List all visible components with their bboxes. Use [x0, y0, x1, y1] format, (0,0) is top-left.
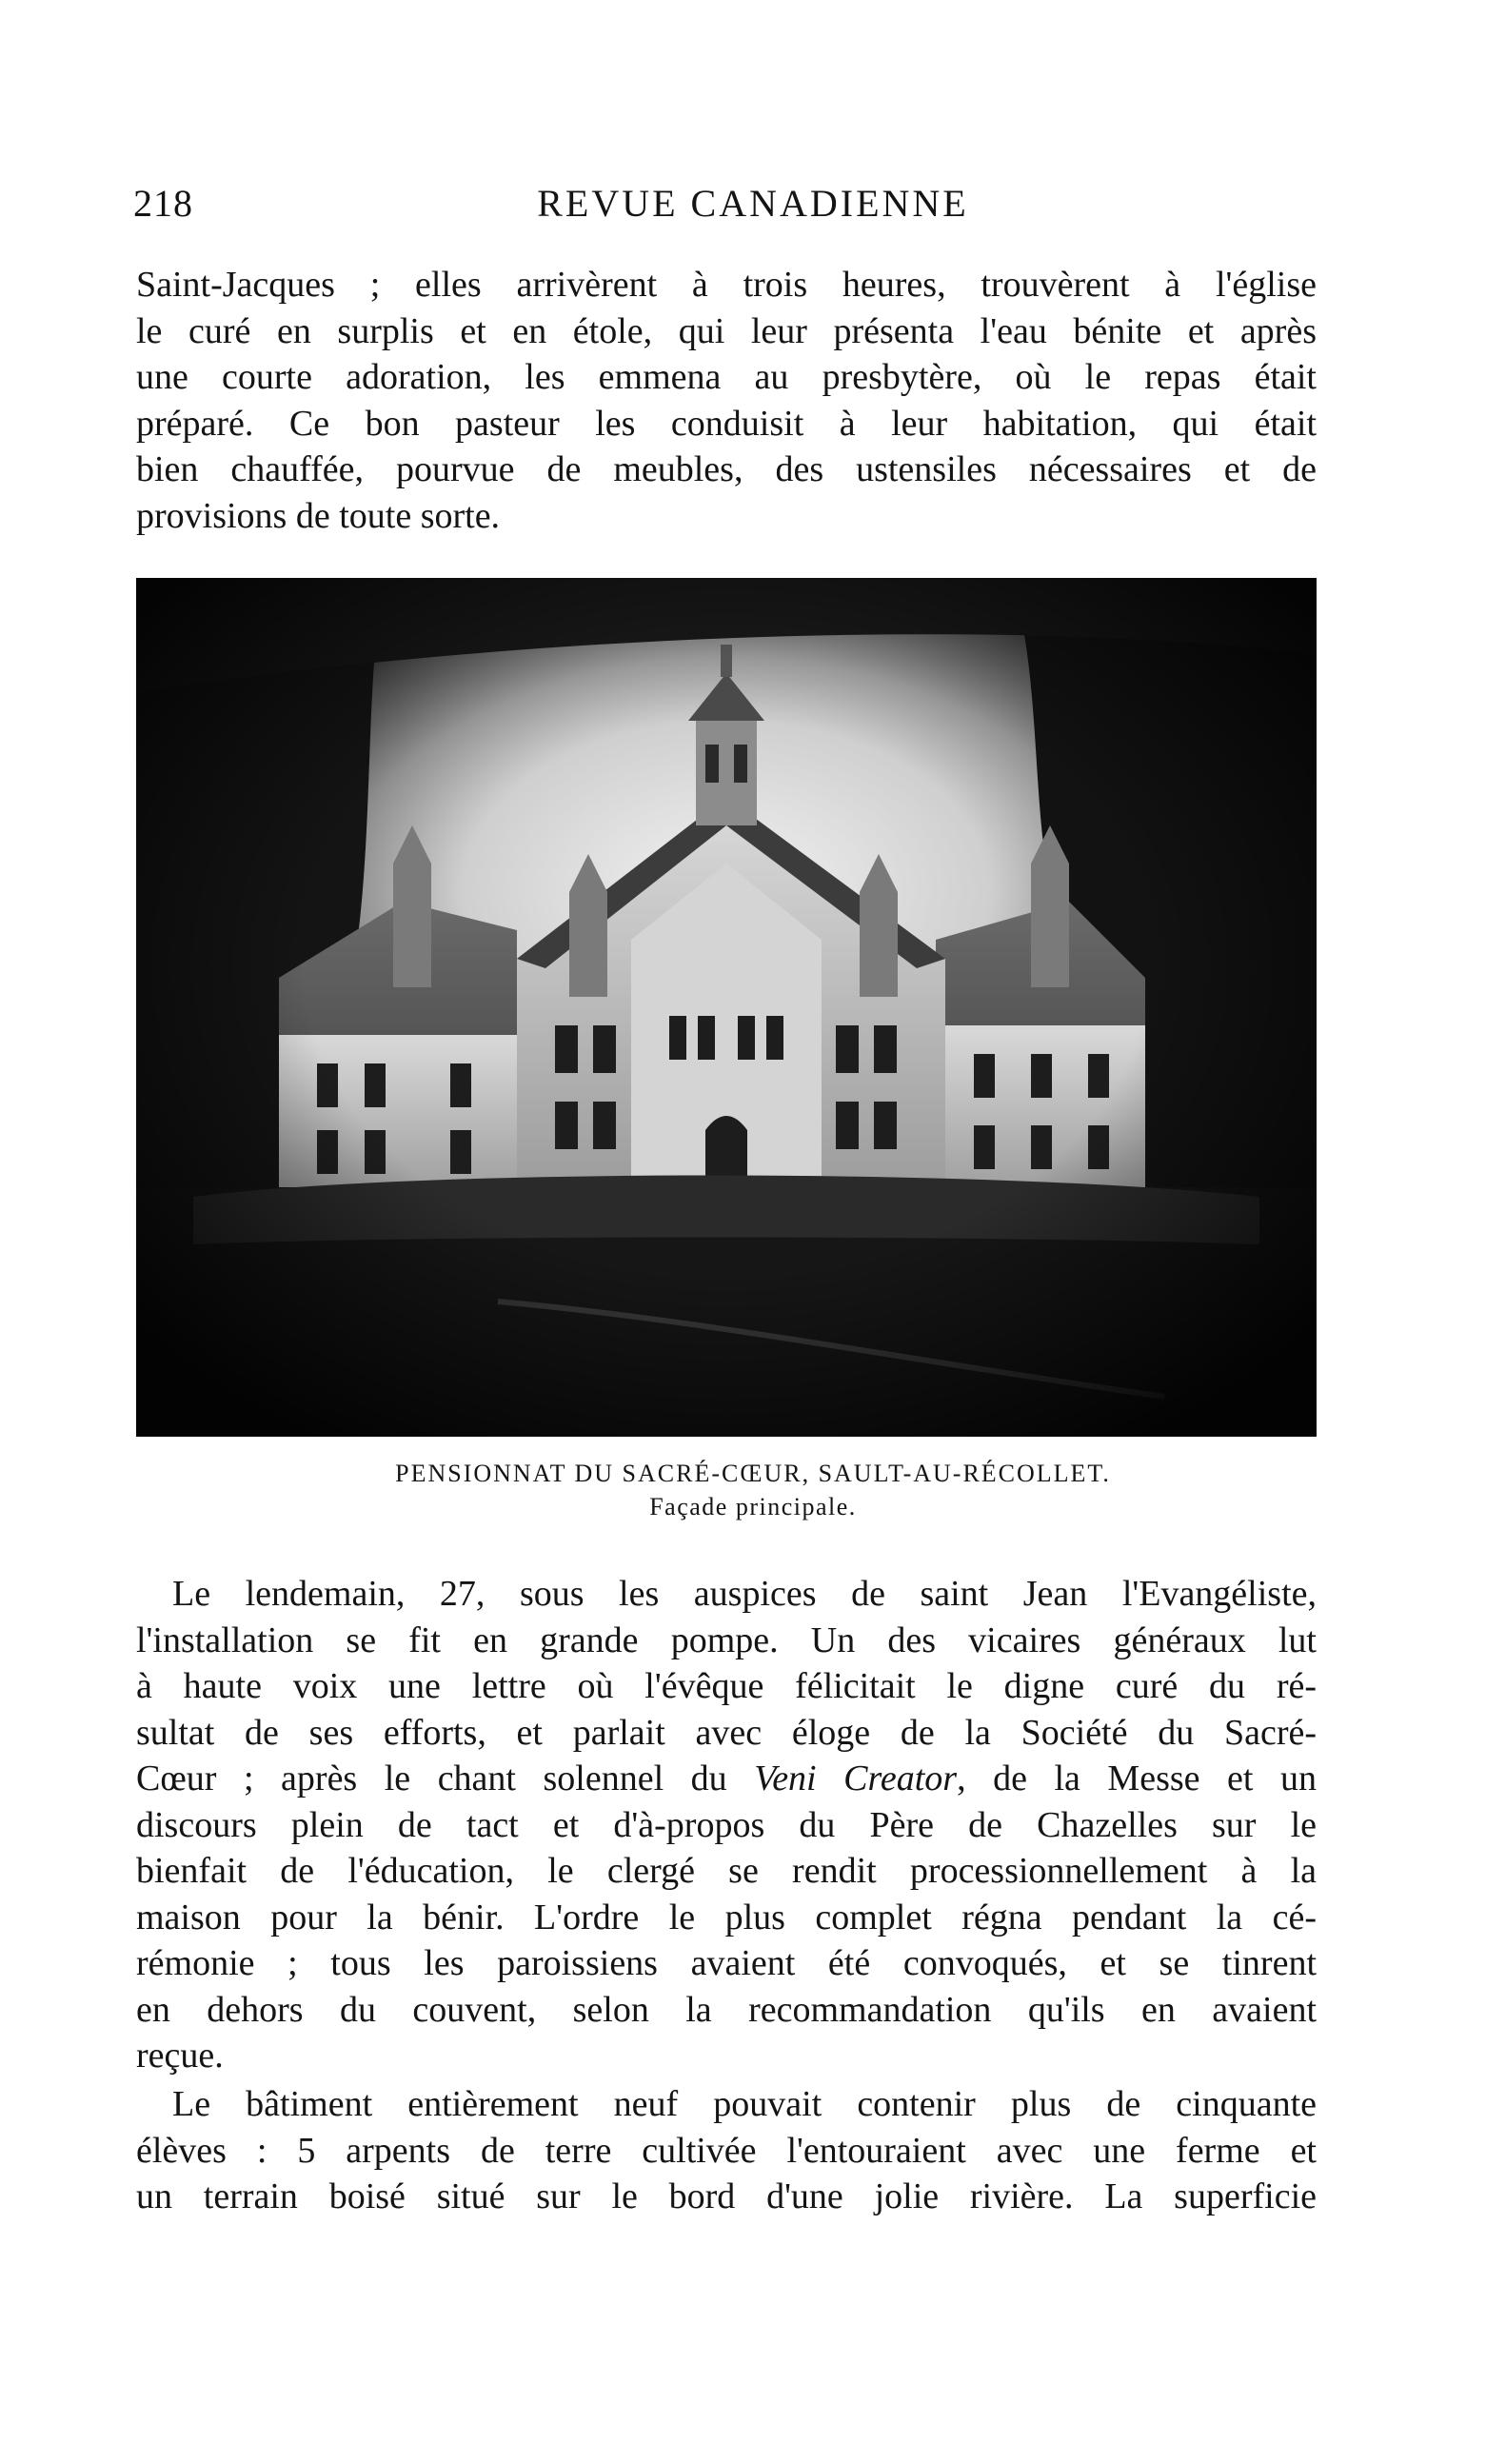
text-line: Le lendemain, 27, sous les auspices de saint Jean l'Evangéliste,: [172, 1574, 1317, 1614]
paragraph-1: [136, 262, 1317, 539]
text-line: sultat de ses efforts, et parlait avec éloge de la Société du Sacré-: [136, 1712, 1317, 1753]
text-line: en dehors du couvent, selon la recommandation qu'ils en avaient: [136, 1989, 1317, 2030]
figure-caption-title: PENSIONNAT DU SACRÉ-CŒUR, SAULT-AU-RÉCOLLET.: [395, 1460, 1111, 1487]
text-line: bienfait de l'éducation, le clergé se rendit processionnellement à la: [136, 1851, 1317, 1891]
paragraph-2: [136, 1571, 1317, 2079]
italic-title: Veni Creator: [754, 1759, 958, 1798]
page-number: 218: [133, 182, 193, 225]
text-line: un terrain boisé situé sur le bord d'une jolie rivière. La superficie: [136, 2176, 1317, 2216]
text-line: préparé. Ce bon pasteur les conduisit à leur habitation, qui était: [136, 403, 1317, 444]
text-line: le curé en surplis et en étole, qui leur présenta l'eau bénite et après: [136, 310, 1317, 351]
text-line: Le bâtiment entièrement neuf pouvait contenir plus de cinquante: [172, 2084, 1317, 2124]
running-head: REVUE CANADIENNE: [537, 182, 969, 225]
convent-photograph: [136, 578, 1317, 1437]
text-line: discours plein de tact et d'à-propos du Père de Chazelles sur le: [136, 1804, 1317, 1845]
text-segment: , de la Messe et un: [957, 1759, 1318, 1798]
text-line: une courte adoration, les emmena au presbytère, où le repas était: [136, 357, 1317, 397]
text-line: bien chauffée, pourvue de meubles, des ustensiles nécessaires et de: [136, 449, 1317, 489]
text-line: élèves : 5 arpents de terre cultivée l'entouraient avec une ferme et: [136, 2130, 1317, 2171]
text-line: [136, 1756, 1317, 1802]
text-line: maison pour la bénir. L'ordre le plus complet régna pendant la cé-: [136, 1897, 1317, 1937]
text-segment: Cœur ; après le chant solennel du: [136, 1759, 755, 1798]
text-line: provisions de toute sorte.: [136, 495, 501, 536]
text-line: à haute voix une lettre où l'évêque félicitait le digne curé du ré-: [136, 1666, 1317, 1706]
text-line: reçue.: [136, 2036, 224, 2076]
text-line: rémonie ; tous les paroissiens avaient été convoqués, et se tinrent: [136, 1943, 1317, 1983]
text-line: Saint-Jacques ; elles arrivèrent à trois heures, trouvèrent à l'église: [136, 265, 1317, 305]
text-line: l'installation se fit en grande pompe. Un des vicaires généraux lut: [136, 1619, 1317, 1660]
paragraph-3: [136, 2081, 1317, 2220]
figure-caption-subtitle: Façade principale.: [649, 1493, 857, 1520]
